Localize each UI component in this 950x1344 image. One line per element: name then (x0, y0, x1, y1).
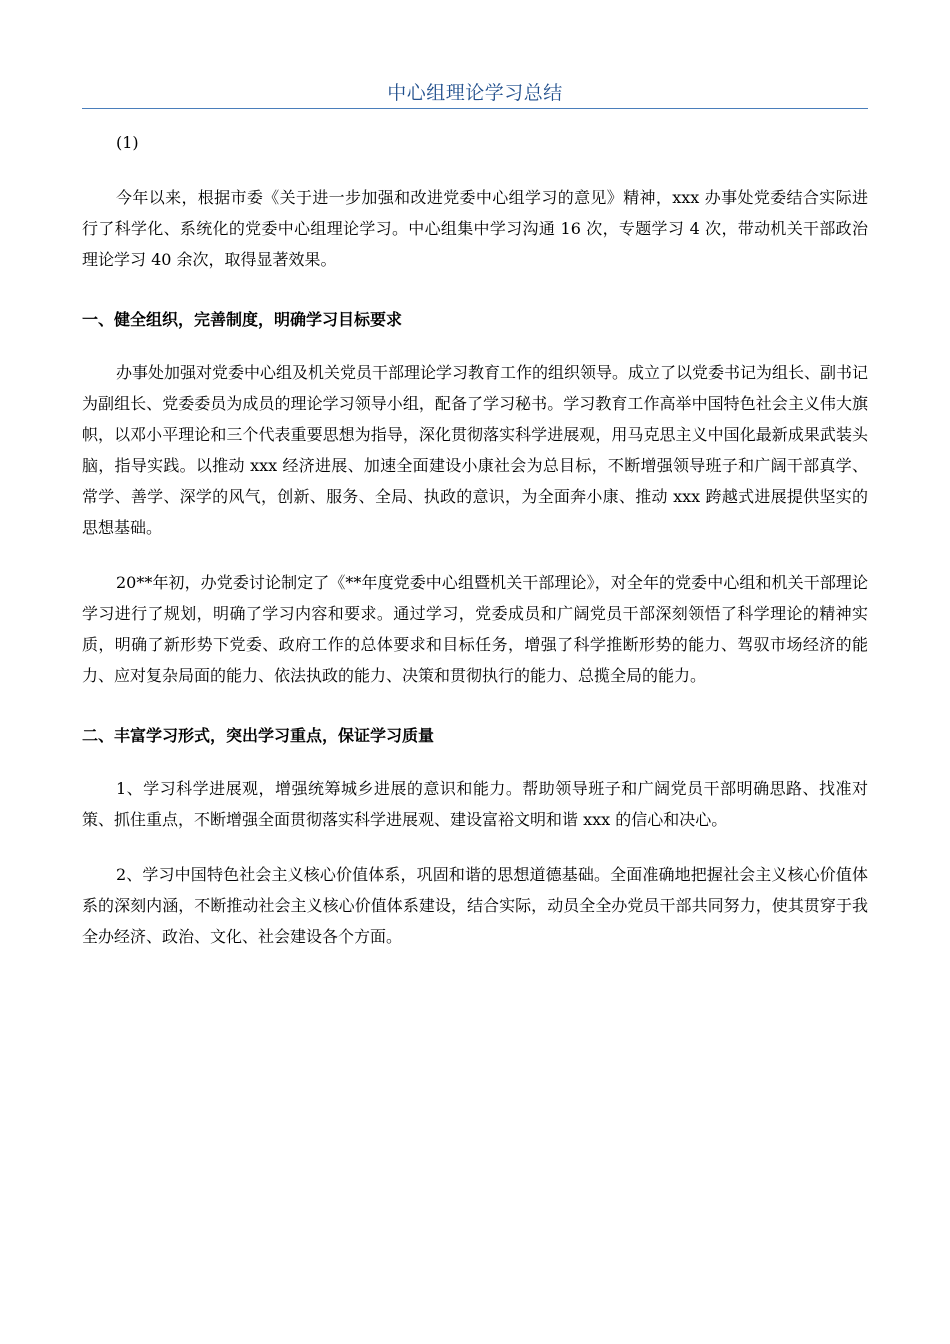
document-title: 中心组理论学习总结 (387, 82, 563, 104)
section-2-paragraph-1: 1、学习科学进展观，增强统筹城乡进展的意识和能力。帮助领导班子和广阔党员干部明确思路、找准对策、抓住重点，不断增强全面贯彻落实科学进展观、建设富裕文明和谐 xxx 的信心和决心。 (82, 779, 868, 829)
section-heading-1: 一、健全组织，完善制度，明确学习目标要求 (82, 310, 403, 329)
section-1-paragraph-2: 20**年初，办党委讨论制定了《**年度党委中心组暨机关干部理论》，对全年的党委中心组和机关干部理论学习进行了规划，明确了学习内容和要求。通过学习，党委成员和广阔党员干部深刻领悟了科学理论的精神实质，明确了新形势下党委、政府工作的总体要求和目标任务，增强了科学推断形势的能力、驾驭市场经济的能力、应对复杂局面的能力、依法执政的能力、决策和贯彻执行的能力、总揽全局的能力。 (82, 573, 868, 685)
document-page (82, 0, 868, 952)
subtitle-number: (1) (116, 133, 139, 152)
section-heading-2: 二、丰富学习形式，突出学习重点，保证学习质量 (82, 726, 435, 745)
section-2-paragraph-2: 2、学习中国特色社会主义核心价值体系，巩固和谐的思想道德基础。全面准确地把握社会主义核心价值体系的深刻内涵，不断推动社会主义核心价值体系建设，结合实际，动员全全办党员干部共同努力，使其贯穿于我全办经济、政治、文化、社会建设各个方面。 (82, 865, 868, 946)
title-divider (82, 108, 868, 109)
section-1-paragraph-1: 办事处加强对党委中心组及机关党员干部理论学习教育工作的组织领导。成立了以党委书记为组长、副书记为副组长、党委委员为成员的理论学习领导小组，配备了学习秘书。学习教育工作高举中国特色社会主义伟大旗帜，以邓小平理论和三个代表重要思想为指导，深化贯彻落实科学进展观，用马克思主义中国化最新成果武装头脑，指导实践。以推动 xxx 经济进展、加速全面建设小康社会为总目标，不断增强领导班子和广阔干部真学、常学、善学、深学的风气，创新、服务、全局、执政的意识，为全面奔小康、推动 xxx 跨越式进展提供坚实的思想基础。 (82, 363, 869, 537)
intro-paragraph: 今年以来，根据市委《关于进一步加强和改进党委中心组学习的意见》精神，xxx 办事处党委结合实际进行了科学化、系统化的党委中心组理论学习。中心组集中学习沟通 16 次，专题学习 4 次，带动机关干部政治理论学习 40 余次，取得显著效果。 (82, 188, 868, 269)
